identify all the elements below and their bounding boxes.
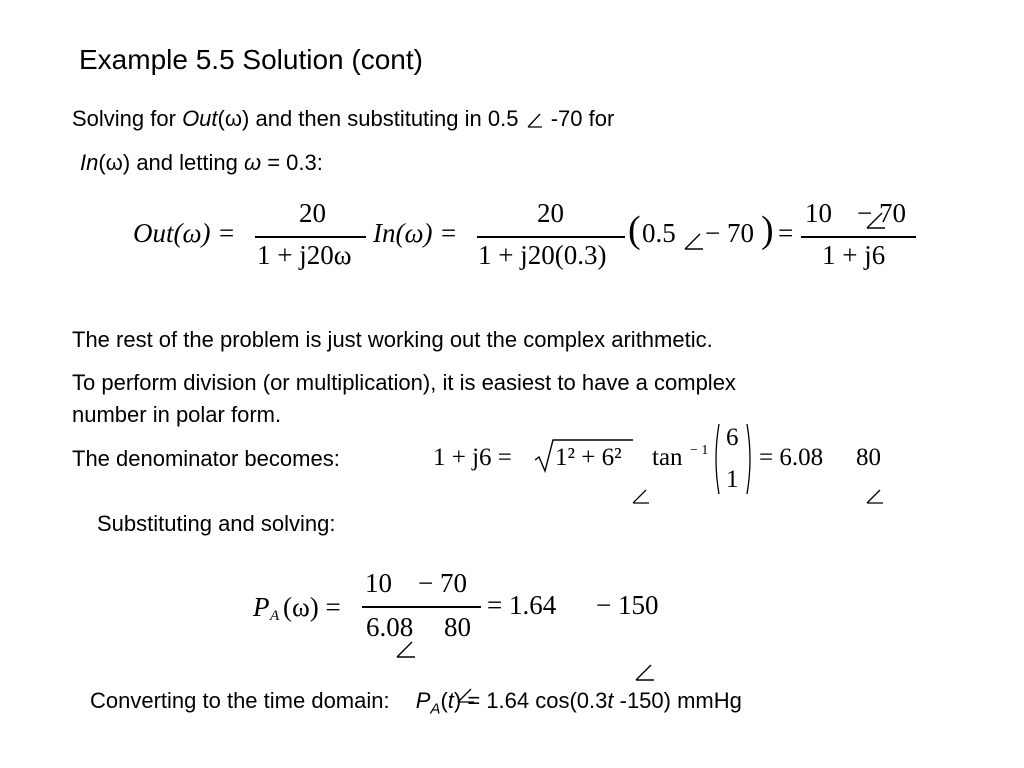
eq1-f1-den: 1 + j20ω (257, 240, 352, 270)
eq2-result-a: = 6.08 (759, 444, 824, 471)
eq1-f3-den: 1 + j6 (822, 240, 886, 270)
omega-symbol: ω (243, 150, 262, 175)
perform-line-2: number in polar form. (72, 402, 282, 427)
eq3-result-a: = 1.64 (487, 590, 557, 620)
angle-icon (632, 488, 650, 504)
eq3-sub: A (270, 608, 280, 624)
eq2-sqrt-content: 1² + 6² (555, 444, 622, 471)
eq1-equals: = (778, 218, 794, 248)
eq1-f3-num-a: 10 (805, 198, 832, 228)
converting-rest-b: -150) mmHg (613, 688, 742, 713)
angle-icon (866, 488, 884, 504)
converting-t2: t (607, 688, 614, 713)
eq2-tan-exp: − 1 (690, 443, 709, 458)
eq3-p: P (253, 592, 270, 622)
eq1-f1-bar (255, 236, 366, 238)
converting-p: P (415, 688, 431, 713)
angle-icon (635, 663, 655, 681)
eq3-lhs-rest: (ω) = (283, 592, 341, 622)
eq2-result-b: 80 (856, 444, 881, 471)
eq3-den-a: 6.08 (366, 612, 414, 642)
solving-line (72, 106, 614, 132)
converting-t: t (447, 688, 454, 713)
eq1-f3-num-b: − 70 (857, 198, 906, 228)
eq1-paren-open: ( (628, 209, 641, 251)
eq1-f2-num: 20 (537, 198, 564, 228)
perform-line-1: To perform division (or multiplication), it is easiest to have a complex (72, 370, 736, 395)
eq1-lhs: Out(ω) = (133, 218, 236, 248)
solving-prefix: Solving for (72, 106, 183, 131)
eq3-num-b: − 70 (418, 568, 467, 598)
eq3-den-b: 80 (444, 612, 471, 642)
eq3-bar (362, 606, 481, 608)
in-word: In (80, 150, 99, 175)
eq1-f2-den: 1 + j20(0.3) (478, 240, 607, 270)
converting-sub: A (430, 700, 441, 718)
angle-icon (684, 232, 704, 250)
eq1-paren-a: 0.5 (642, 218, 676, 248)
out-word: Out (182, 106, 218, 131)
letting-mid: and letting (130, 150, 244, 175)
rest-line: The rest of the problem is just working out the complex arithmetic. (72, 327, 713, 352)
in-omega-paren: (ω) (98, 150, 131, 175)
eq2-vec-top: 6 (726, 424, 739, 451)
letting-line (80, 150, 323, 176)
eq2-vec-bottom: 1 (726, 466, 739, 493)
converting-label: Converting to the time domain: (90, 688, 390, 713)
converting-paren-close: ) (453, 688, 462, 713)
letting-suffix: = 0.3: (261, 150, 323, 175)
slide-title: Example 5.5 Solution (cont) (79, 44, 423, 75)
eq1-f3-bar (801, 236, 916, 238)
eq3-result-b: − 150 (596, 590, 659, 620)
converting-rest-a: = 1.64 cos(0.3 (461, 688, 608, 713)
eq2-lhs: 1 + j6 = (433, 444, 512, 471)
omega-paren: (ω) (217, 106, 250, 131)
eq1-paren-close: ) (761, 209, 774, 251)
eq2-tan: tan (652, 444, 683, 471)
eq1-f1-num: 20 (299, 198, 326, 228)
eq1-paren-b: − 70 (705, 218, 754, 248)
angle-icon (527, 112, 543, 126)
eq1-f2-bar (477, 236, 625, 238)
solving-suffix: -70 for (544, 106, 615, 131)
converting-line (90, 688, 742, 717)
converting-paren-open: ( (440, 688, 448, 713)
substituting-label: Substituting and solving: (97, 511, 336, 536)
eq1-in-term: In(ω) = (373, 218, 458, 248)
denominator-label: The denominator becomes: (72, 446, 340, 471)
solving-mid: and then substituting in 0.5 (249, 106, 525, 131)
eq3-num-a: 10 (365, 568, 392, 598)
